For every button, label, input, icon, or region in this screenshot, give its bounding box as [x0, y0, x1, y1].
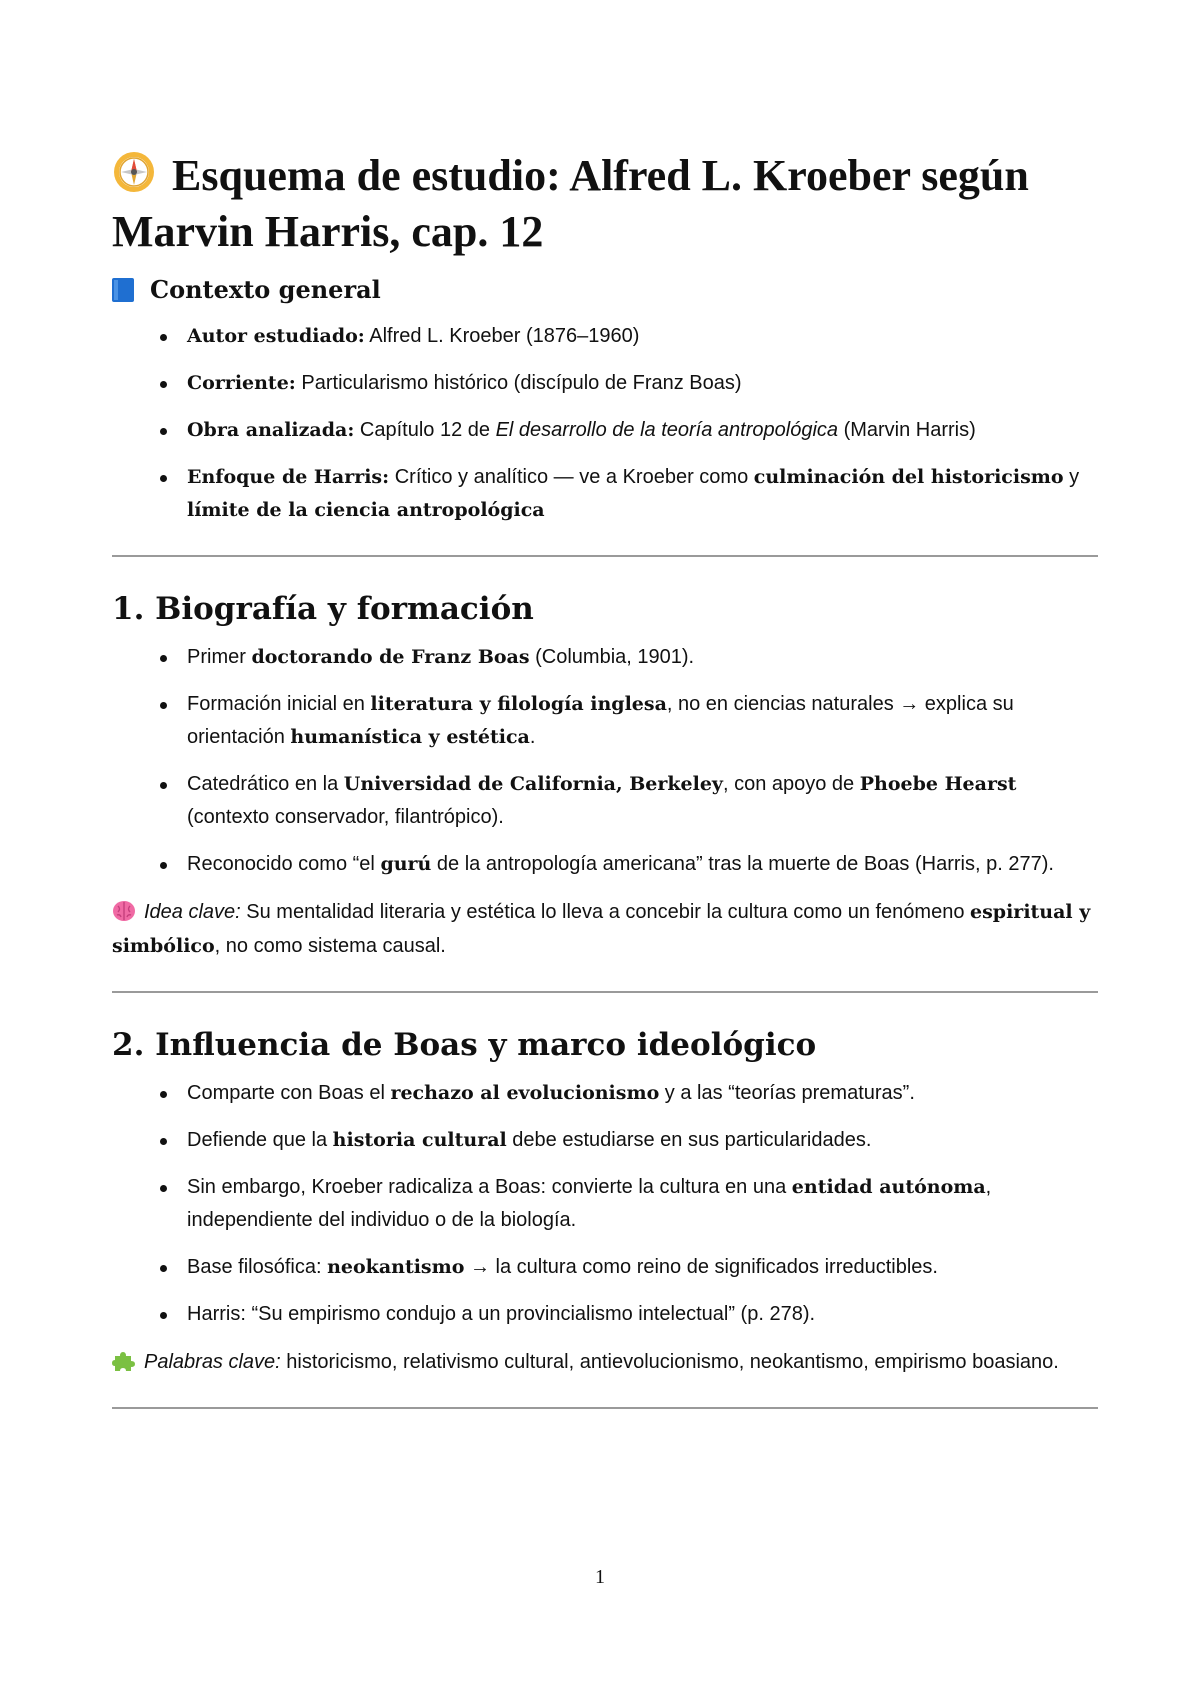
list-item: [112, 1298, 1098, 1331]
list-item: [112, 848, 1098, 881]
list-item: [112, 320, 1098, 353]
keywords-note: [112, 1345, 1098, 1379]
context-list: [112, 320, 1098, 527]
item-label: Obra analizada:: [187, 419, 355, 441]
item-emphasis: Phoebe Hearst: [859, 773, 1017, 795]
item-label: Autor estudiado:: [187, 325, 365, 347]
item-text: Particularismo histórico (discípulo de Franz Boas): [295, 372, 742, 394]
divider: [112, 991, 1098, 993]
list-item: [112, 1077, 1098, 1110]
item-emphasis: doctorando de Franz Boas: [251, 646, 530, 668]
section-2-list: [112, 1077, 1098, 1331]
section-1-list: [112, 641, 1098, 881]
item-emphasis: entidad autónoma: [791, 1176, 986, 1198]
item-emphasis: rechazo al evolucionismo: [390, 1082, 660, 1104]
item-text: Catedrático en la: [187, 773, 344, 795]
book-title: El desarrollo de la teoría antropológica: [495, 419, 839, 441]
list-item: [112, 1171, 1098, 1237]
item-text: de la antropología americana” tras la muerte de Boas (Harris, p. 277).: [431, 853, 1054, 875]
item-text: y a las “teorías prematuras”.: [659, 1082, 915, 1104]
item-emphasis: Universidad de California, Berkeley: [343, 773, 723, 795]
list-item: [112, 367, 1098, 400]
note-text: , no como sistema causal.: [214, 935, 446, 957]
list-item: [112, 641, 1098, 674]
item-text: , independiente del individuo o de la biología.: [187, 1176, 992, 1231]
item-label: Corriente:: [187, 372, 296, 394]
section-1-heading: 1. Biografía y formación: [112, 591, 534, 627]
list-item: [112, 688, 1098, 754]
item-text: Crítico y analítico — ve a Kroeber como: [389, 466, 754, 488]
item-text: Comparte con Boas el: [187, 1082, 391, 1104]
brain-icon: [112, 900, 136, 922]
document-page: [112, 138, 1098, 1409]
item-text: Alfred L. Kroeber (1876–1960): [364, 325, 640, 347]
item-text: , no en ciencias naturales → explica su orientación: [187, 693, 1014, 748]
context-heading: [112, 274, 1098, 306]
item-text: debe estudiarse en sus particularidades.: [506, 1129, 872, 1151]
item-text: (Marvin Harris): [838, 419, 976, 441]
item-text: y: [1063, 466, 1080, 488]
list-item: [112, 768, 1098, 834]
key-idea-note: [112, 895, 1098, 963]
note-emphasis: espiritual y simbólico: [112, 901, 1091, 957]
note-label: Palabras clave:: [144, 1351, 281, 1373]
list-item: [112, 1124, 1098, 1157]
divider: [112, 555, 1098, 557]
item-emphasis: neokantismo: [327, 1256, 465, 1278]
page-number: 1: [595, 1566, 605, 1588]
item-emphasis: límite de la ciencia antropológica: [187, 499, 545, 521]
divider: [112, 1407, 1098, 1409]
section-2-heading: 2. Influencia de Boas y marco ideológico: [112, 1027, 817, 1063]
item-text: , con apoyo de: [722, 773, 860, 795]
item-text: Reconocido como “el: [187, 853, 381, 875]
item-emphasis: historia cultural: [332, 1129, 507, 1151]
item-emphasis: culminación del historicismo: [753, 466, 1064, 488]
item-text: Sin embargo, Kroeber radicaliza a Boas: convierte la cultura en una: [187, 1176, 792, 1198]
list-item: [112, 1251, 1098, 1284]
item-emphasis: gurú: [380, 853, 432, 875]
blue-book-icon: [112, 278, 134, 302]
note-text: Su mentalidad literaria y estética lo lleva a concebir la cultura como un fenómeno: [240, 901, 971, 923]
compass-icon: [112, 150, 156, 194]
item-label: Enfoque de Harris:: [187, 466, 390, 488]
item-text: Capítulo 12 de: [354, 419, 496, 441]
item-text: (contexto conservador, filantrópico).: [187, 806, 504, 828]
item-text: .: [529, 726, 536, 748]
item-text: Formación inicial en: [187, 693, 371, 715]
item-emphasis: humanística y estética: [290, 726, 530, 748]
list-item: [112, 414, 1098, 447]
context-heading-text: Contexto general: [150, 275, 381, 304]
item-text: Base filosófica:: [187, 1256, 328, 1278]
title-text: Esquema de estudio: Alfred L. Kroeber según Marvin Harris, cap. 12: [112, 151, 1029, 256]
list-item: [112, 461, 1098, 527]
note-text: historicismo, relativismo cultural, antievolucionismo, neokantismo, empirismo boasiano.: [280, 1351, 1059, 1373]
item-text: Defiende que la: [187, 1129, 333, 1151]
item-text: Primer: [187, 646, 252, 668]
item-text: (Columbia, 1901).: [529, 646, 695, 668]
page-title: [112, 148, 1098, 260]
item-text: Harris: “Su empirismo condujo a un provincialismo intelectual” (p. 278).: [187, 1303, 816, 1325]
note-label: Idea clave:: [144, 901, 241, 923]
puzzle-icon: [112, 1350, 136, 1372]
item-emphasis: literatura y filología inglesa: [370, 693, 667, 715]
item-text: → la cultura como reino de significados irreductibles.: [464, 1256, 938, 1278]
